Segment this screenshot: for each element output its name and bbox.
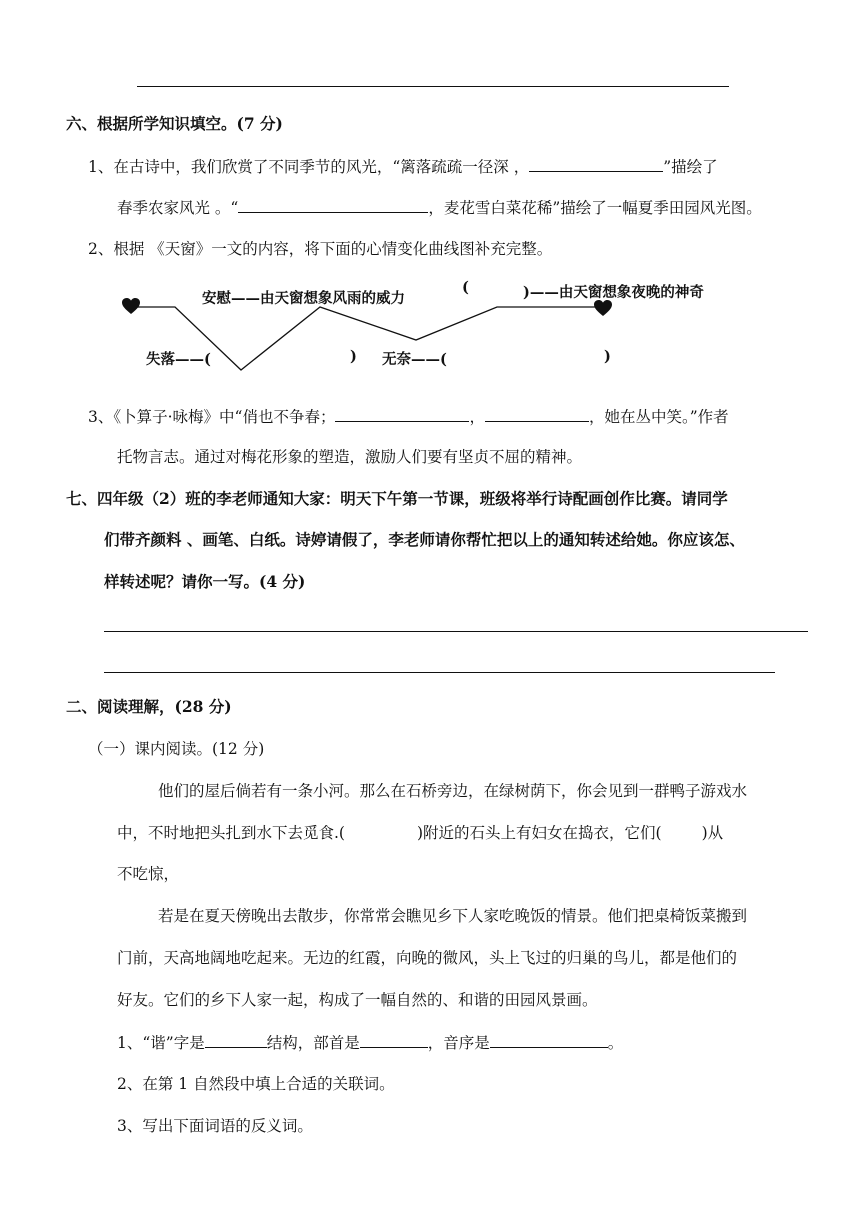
passage-p1-line2 — [117, 823, 723, 843]
section-2-title: 二、阅读理解，(28 分) — [66, 697, 232, 716]
heart-icon-right — [594, 300, 612, 316]
q6-3-line1 — [88, 406, 729, 427]
passage-p2-line1: 若是在夏天傍晚出去散步，你常常会瞧见乡下人家吃晚饭的情景。他们把桌椅饭菜搬到 — [158, 907, 748, 925]
curve-label-wunai: 无奈——( — [382, 351, 447, 368]
answer-line-2[interactable] — [104, 672, 775, 673]
passage-p1-line2-a: 中，不时地把头扎到水下去觅食.( — [117, 824, 345, 842]
reading-q1-c: ，音序是 — [427, 1034, 490, 1052]
curve-label-top-right: )——由天窗想象夜晚的神奇 — [523, 284, 704, 301]
passage-p2-line3: 好友。它们的乡下人家一起，构成了一幅自然的、和谐的田园风景画。 — [117, 991, 598, 1009]
q6-3-line1-text-b: ， — [469, 408, 485, 426]
reading-q3: 3、写出下面词语的反义词。 — [117, 1117, 313, 1135]
q6-1-line1-text-a: 1、在古诗中，我们欣赏了不同季节的风光，“篱落疏疏一径深 ， — [88, 158, 530, 176]
section-6-title: 六、根据所学知识填空。(7 分) — [66, 114, 283, 133]
curve-label-shiluo-close: ) — [350, 348, 357, 365]
q6-1-line2-text-b: ，麦花雪白菜花稀”描绘了一幅夏季田园风光图。 — [428, 199, 762, 217]
q6-1-line2 — [117, 197, 762, 218]
reading-q1-blank-2[interactable] — [360, 1032, 428, 1048]
q6-1-line2-text-a: 春季农家风光 。“ — [117, 199, 239, 217]
q6-1-blank-1[interactable] — [529, 156, 663, 172]
q6-3-blank-2[interactable] — [485, 406, 589, 422]
curve-label-top-right-open: ( — [462, 279, 469, 296]
q6-3-line1-text-a: 3、《卜算子·咏梅》中“俏也不争春； — [88, 408, 336, 426]
section-2-sub: （一）课内阅读。(12 分) — [88, 740, 265, 758]
curve-label-anwei: 安慰——由天窗想象风雨的威力 — [202, 290, 405, 307]
reading-q1-a: 1、“谐”字是 — [117, 1034, 205, 1052]
q6-2-text: 2、根据 《天窗》一文的内容，将下面的心情变化曲线图补充完整。 — [88, 240, 553, 258]
q6-1-line1 — [88, 156, 718, 177]
q6-3-blank-1[interactable] — [335, 406, 469, 422]
q6-1-line1-text-b: ”描绘了 — [663, 158, 718, 176]
passage-p1-line3: 不吃惊， — [117, 865, 180, 883]
reading-q1-d: 。 — [607, 1034, 624, 1052]
q6-1-blank-2[interactable] — [238, 197, 428, 213]
passage-p1-line2-b: )附近的石头上有妇女在捣衣，它们( — [416, 824, 662, 842]
reading-q2: 2、在第 1 自然段中填上合适的关联词。 — [117, 1075, 395, 1093]
curve-label-shiluo: 失落——( — [146, 351, 211, 368]
passage-p1-line2-c: )从 — [701, 824, 724, 842]
curve-label-wunai-close: ) — [604, 348, 611, 365]
q6-3-line2: 托物言志。通过对梅花形象的塑造，激励人们要有坚贞不屈的精神。 — [117, 448, 583, 466]
passage-p2-line2: 门前，天高地阔地吃起来。无边的红霞，向晚的微风，头上飞过的归巢的鸟儿，都是他们的 — [117, 949, 738, 967]
section-7-line3: 样转述呢？请你一写。(4 分) — [104, 572, 306, 591]
section-7-line2: 们带齐颜料 、画笔、白纸。诗婷请假了，李老师请你帮忙把以上的通知转述给她。你应该怎、 — [104, 530, 745, 549]
section-7-line1: 七、四年级（2）班的李老师通知大家：明天下午第一节课，班级将举行诗配画创作比赛。请同学 — [66, 489, 728, 508]
heart-icon-left — [122, 298, 140, 314]
reading-q1-b: 结构，部首是 — [266, 1034, 360, 1052]
q6-3-line1-text-c: ，她在丛中笑。”作者 — [588, 408, 729, 426]
answer-line-1[interactable] — [104, 631, 808, 632]
reading-q1-blank-3[interactable] — [490, 1032, 608, 1048]
top-rule — [137, 86, 729, 87]
passage-p1-line1: 他们的屋后倘若有一条小河。那么在石桥旁边，在绿树荫下，你会见到一群鸭子游戏水 — [158, 782, 748, 800]
reading-q1 — [117, 1032, 623, 1053]
reading-q1-blank-1[interactable] — [205, 1032, 267, 1048]
